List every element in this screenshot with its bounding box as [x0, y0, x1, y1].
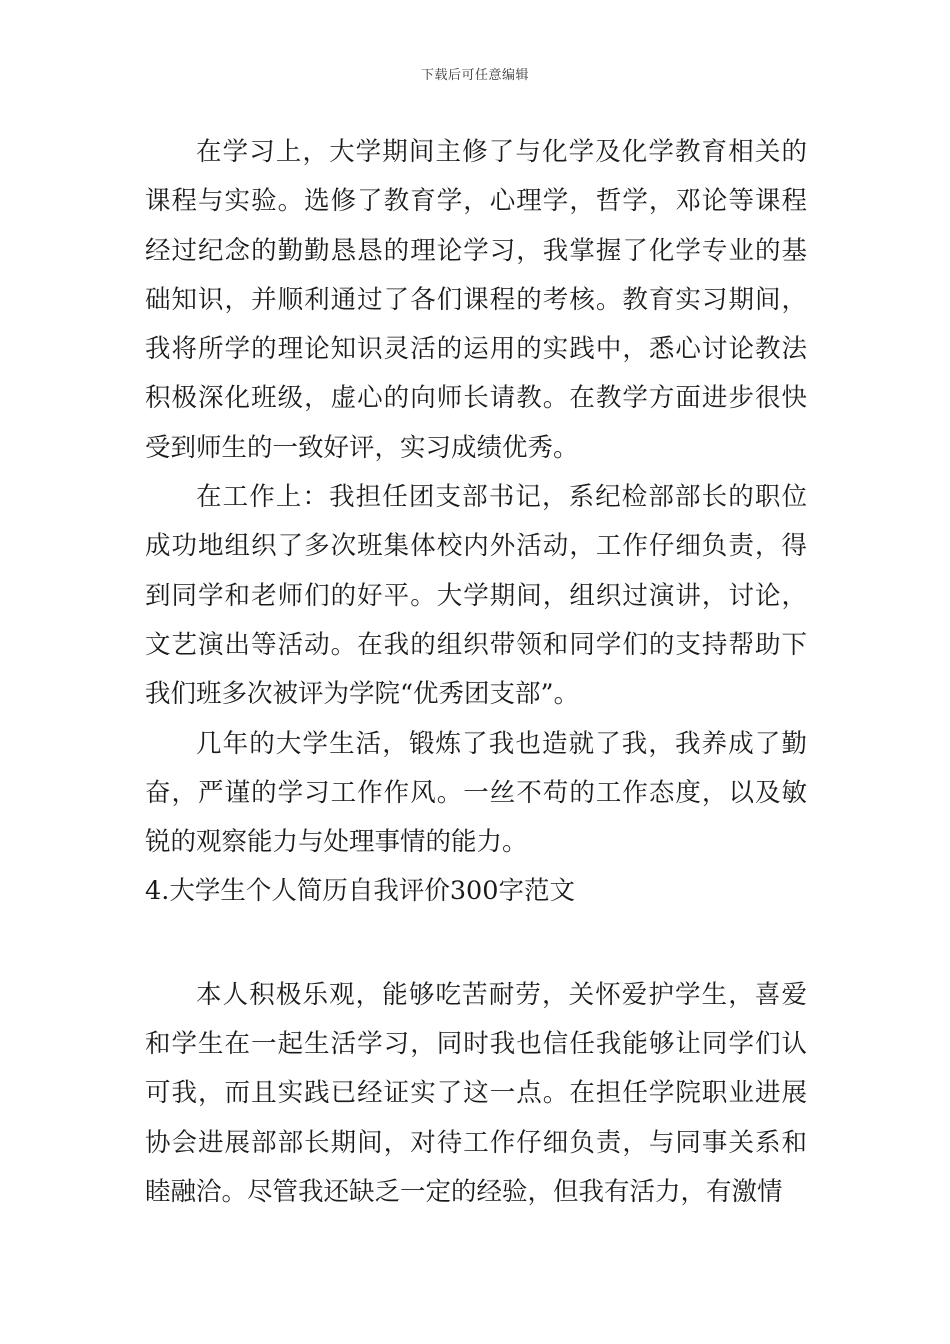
section-heading: 4.大学生个人简历自我评价300字范文: [145, 876, 576, 907]
paragraph-summary: 几年的大学生活，锻炼了我也造就了我，我养成了勤奋，严谨的学习工作作风。一丝不苟的工作态度，以及敏锐的观察能力与处理事情的能力。: [145, 728, 807, 858]
document-body: [145, 128, 807, 1217]
section-spacer: [145, 917, 807, 971]
paragraph-study: 在学习上，大学期间主修了与化学及化学教育相关的课程与实验。选修了教育学，心理学，哲学，邓论等课程经过纪念的勤勤恳恳的理论学习，我掌握了化学专业的基础知识，并顺利通过了各们课程的考核。教育实习期间，我将所学的理论知识灵活的运用的实践中，悉心讨论教法积极深化班级，虚心的向师长请教。在教学方面进步很快受到师生的一致好评，实习成绩优秀。: [145, 137, 807, 463]
paragraph-self-evaluation: 本人积极乐观，能够吃苦耐劳，关怀爱护学生，喜爱和学生在一起生活学习，同时我也信任我能够让同学们认可我，而且实践已经证实了这一点。在担任学院职业进展协会进展部部长期间，对待工作仔细负责，与同事关系和睦融洽。尽管我还缺乏一定的经验，但我有活力，有激情: [145, 979, 807, 1207]
paragraph-work: 在工作上：我担任团支部书记，系纪检部部长的职位成功地组织了多次班集体校内外活动，工作仔细负责，得到同学和老师们的好平。大学期间，组织过演讲，讨论，文艺演出等活动。在我的组织带领和同学们的支持帮助下我们班多次被评为学院“优秀团支部”。: [145, 482, 807, 710]
page-header-note: 下载后可任意编辑: [420, 68, 529, 83]
